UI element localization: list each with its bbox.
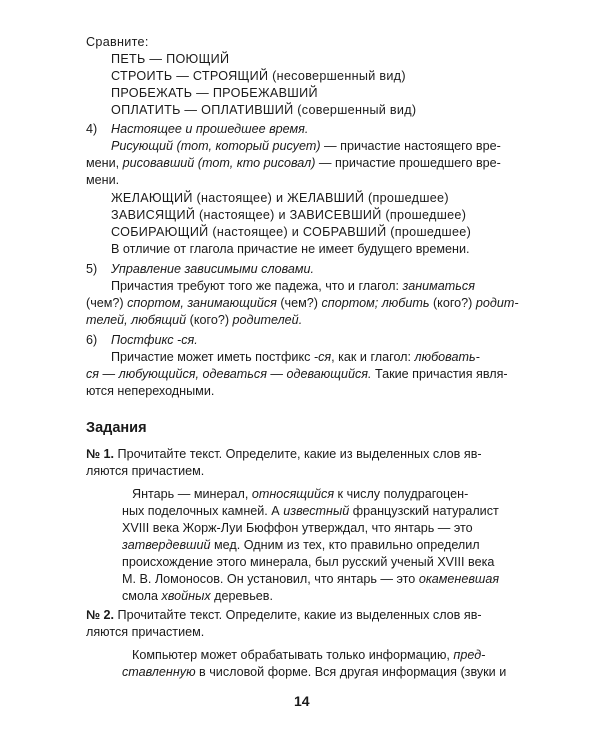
section-title: Управление зависимыми словами.	[111, 262, 315, 276]
text-run: Такие причастия явля-	[371, 367, 508, 381]
task-prompt	[86, 446, 482, 463]
text-run: М. В. Ломоносов. Он установил, что янтарь — это	[122, 572, 419, 586]
tense-note: В отличие от глагола причастие не имеет будущего времени.	[111, 242, 470, 256]
compare-row: ОПЛАТИТЬ — ОПЛАТИВШИЙ (совершенный вид)	[111, 103, 417, 117]
highlighted-word: хвойных	[161, 589, 211, 603]
paragraph-line	[86, 295, 519, 312]
italic-term: телей, любящий	[86, 313, 187, 327]
paragraph-line	[111, 138, 501, 155]
paragraph-line: мени.	[86, 173, 120, 187]
italic-term: спортом; любить	[321, 296, 430, 310]
highlighted-word: окаменевшая	[418, 572, 500, 586]
text-run: мед. Одним из тех, кто правильно определил	[210, 538, 480, 552]
highlighted-word: относящийся	[251, 487, 335, 501]
text-run: Причастие может иметь постфикс	[111, 350, 314, 364]
italic-term: родителей.	[232, 313, 303, 327]
italic-term: -ся	[313, 350, 332, 364]
task-text-line	[122, 554, 494, 571]
italic-term: ся — любующийся, одеваться — одевающийся.	[86, 367, 372, 381]
task-text-line	[122, 503, 499, 520]
text-run: мени,	[86, 156, 123, 170]
text-run: (чем?)	[86, 296, 128, 310]
highlighted-word: затвердевший	[122, 538, 211, 552]
task-text-line	[122, 520, 473, 537]
text-run: происхождение этого минерала, был русский ученый XVIII века	[122, 555, 495, 569]
paragraph-line	[111, 349, 480, 366]
paragraph-line: ются непереходными.	[86, 384, 215, 398]
italic-term: любовать-	[414, 350, 480, 364]
text-run: Прочитайте текст. Определите, какие из выделенных слов яв-	[114, 447, 482, 461]
compare-row: СТРОИТЬ — СТРОЯЩИЙ (несовершенный вид)	[111, 69, 406, 83]
task-text-line	[122, 664, 506, 681]
task-prompt: ляются причастием.	[86, 464, 205, 478]
tense-row: ЗАВИСЯЩИЙ (настоящее) и ЗАВИСЕВШИЙ (прошедшее)	[111, 208, 467, 222]
text-run: в числовой форме. Вся другая информация (звуки и	[195, 665, 507, 679]
section-title: Настоящее и прошедшее время.	[111, 122, 309, 136]
text-run: Компьютер может обрабатывать только информацию,	[132, 648, 454, 662]
compare-row: ПРОБЕЖАТЬ — ПРОБЕЖАВШИЙ	[111, 86, 318, 100]
compare-label: Сравните:	[86, 35, 149, 49]
italic-term: заниматься	[402, 279, 475, 293]
highlighted-word: пред-	[453, 648, 486, 662]
text-run: французский натуралист	[349, 504, 499, 518]
task-text-line	[122, 537, 480, 554]
task-text-line	[132, 486, 468, 503]
text-run: Прочитайте текст. Определите, какие из выделенных слов яв-	[114, 608, 482, 622]
tasks-heading: Задания	[86, 420, 147, 436]
section-number: 4)	[86, 122, 98, 136]
text-run: Причастия требуют того же падежа, что и глагол:	[111, 279, 403, 293]
task-text-line	[122, 588, 273, 605]
text-run: , как и глагол:	[331, 350, 415, 364]
italic-term: спортом, занимающийся	[127, 296, 277, 310]
italic-term: родит-	[475, 296, 519, 310]
section-title: Постфикс -ся.	[111, 333, 198, 347]
task-prompt: ляются причастием.	[86, 625, 205, 639]
text-run: (кого?)	[429, 296, 476, 310]
compare-row: ПЕТЬ — ПОЮЩИЙ	[111, 52, 230, 66]
highlighted-word: известный	[283, 504, 350, 518]
text-run: (чем?)	[276, 296, 322, 310]
text-run: Янтарь — минерал,	[132, 487, 252, 501]
section-number: 6)	[86, 333, 98, 347]
italic-term: рисовавший (тот, кто рисовал)	[122, 156, 316, 170]
text-run: к числу полудрагоцен-	[334, 487, 469, 501]
task-prompt	[86, 607, 482, 624]
task-number: № 2.	[86, 608, 115, 622]
text-run: — причастие настоящего вре-	[320, 139, 501, 153]
tense-row: ЖЕЛАЮЩИЙ (настоящее) и ЖЕЛАВШИЙ (прошедшее)	[111, 191, 449, 205]
paragraph-line	[86, 366, 508, 383]
text-run: деревьев.	[210, 589, 273, 603]
tense-row: СОБИРАЮЩИЙ (настоящее) и СОБРАВШИЙ (прошедшее)	[111, 225, 472, 239]
italic-term: Рисующий (тот, который рисует)	[111, 139, 321, 153]
text-run: смола	[122, 589, 162, 603]
text-run: XVIII века Жорж-Луи Бюффон утверждал, что янтарь — это	[122, 521, 473, 535]
text-run: — причастие прошедшего вре-	[315, 156, 501, 170]
text-run: ных поделочных камней. А	[122, 504, 284, 518]
highlighted-word: ставленную	[122, 665, 196, 679]
text-run: (кого?)	[186, 313, 233, 327]
paragraph-line	[86, 312, 302, 329]
paragraph-line	[111, 278, 475, 295]
paragraph-line	[86, 155, 501, 172]
task-number: № 1.	[86, 447, 115, 461]
task-text-line	[122, 571, 499, 588]
task-text-line	[132, 647, 485, 664]
section-number: 5)	[86, 262, 98, 276]
page-number: 14	[294, 693, 310, 709]
